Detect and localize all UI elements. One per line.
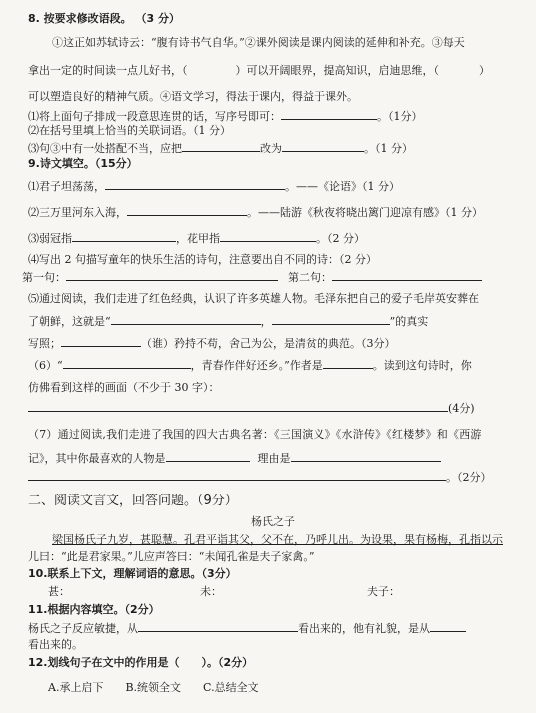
- answer-blank[interactable]: [72, 231, 176, 242]
- q9-item2: ⑵三万里河东入海， 。——陆游《秋夜将晓出篱门迎凉有感》（1 分）: [28, 206, 483, 219]
- answer-blank[interactable]: [430, 621, 466, 632]
- answer-blank[interactable]: [291, 451, 441, 462]
- q9-item5-line3: 写照； （谁）矜持不苟，舍己为公，是清贫的典范。（3分）: [28, 337, 396, 350]
- q8-sub3: ⑶句③中有一处搭配不当，应把 改为 。（1 分）: [28, 142, 413, 155]
- q10-words: 甚： 未： 夫子：: [48, 585, 400, 598]
- q8-paragraph-line1: ①这正如苏轼诗云：“腹有诗书气自华。”②课外阅读是课内阅读的延伸和补充。③每天: [52, 36, 465, 49]
- q8-paragraph-line2: 拿出一定的时间读一点儿好书，（ ）可以开阔眼界，提高知识，启迪思维，（ ）: [28, 64, 490, 77]
- q9-item7-line1: （7）通过阅读,我们走进了我国的四大古典名著：《三国演义》《水浒传》《红楼梦》和《西游: [28, 428, 482, 441]
- q10-title: 10.联系上下文，理解词语的意思。（3分）: [28, 567, 237, 580]
- q9-item5-line1: ⑸通过阅读，我们走进了红色经典，认识了许多英雄人物。毛泽东把自己的爱子毛岸英安葬在: [28, 292, 479, 305]
- answer-blank[interactable]: [138, 621, 298, 632]
- q9-item4-blanks: 第一句： 第二句：: [22, 270, 518, 285]
- q9-item7-line2: 记》，其中你最喜欢的人物是 理由是: [28, 451, 518, 466]
- q9-item7-line3: 。（2分）: [28, 470, 518, 485]
- passage-title: 杨氏之子: [251, 515, 295, 528]
- q11-title: 11.根据内容填空。（2分）: [28, 603, 160, 616]
- answer-blank[interactable]: [332, 270, 482, 281]
- answer-blank[interactable]: [166, 451, 250, 462]
- q9-title: 9.诗文填空。（15分）: [28, 157, 138, 170]
- option-c[interactable]: C.总结全文: [203, 681, 259, 694]
- passage-line1: 梁国杨氏子九岁，甚聪慧。孔君平诣其父，父不在，乃呼儿出。为设果，果有杨梅，孔指以示: [52, 533, 503, 546]
- q12-title: 12.划线句子在文中的作用是（ ）。（2分）: [28, 656, 254, 669]
- answer-blank[interactable]: [182, 141, 260, 152]
- q11-line1: 杨氏之子反应敏捷，从 看出来的，他有礼貌，是从: [28, 621, 518, 636]
- answer-blank[interactable]: [220, 231, 316, 242]
- answer-blank[interactable]: [28, 470, 446, 481]
- section2-title: 二、阅读文言文，回答问题。（9分）: [28, 494, 238, 508]
- answer-blank[interactable]: [282, 141, 364, 152]
- answer-blank[interactable]: [61, 336, 141, 347]
- answer-blank[interactable]: [323, 358, 373, 369]
- q9-item1: ⑴君子坦荡荡， 。——《论语》（1 分）: [28, 180, 400, 193]
- passage-line2: 儿曰：“此是君家果。”儿应声答曰：“未闻孔雀是夫子家禽。”: [28, 550, 315, 563]
- answer-blank[interactable]: [281, 109, 377, 120]
- q9-item6-line3: (4分): [28, 401, 518, 416]
- q11-line2: 看出来的。: [28, 638, 83, 651]
- answer-blank[interactable]: [272, 314, 390, 325]
- option-a[interactable]: A.承上启下: [48, 681, 104, 694]
- option-b[interactable]: B.统领全文: [125, 681, 182, 694]
- answer-blank[interactable]: [28, 401, 448, 412]
- answer-blank[interactable]: [111, 314, 261, 325]
- q8-title: 8. 按要求修改语段。 （3 分）: [28, 12, 180, 25]
- q9-item6-line1: （6）“ ，青春作伴好还乡。”作者是 。读到这句诗时，你: [28, 359, 472, 372]
- q9-item4: ⑷写出 2 句描写童年的快乐生活的诗句，注意要出自不同的诗：（2 分）: [28, 253, 377, 266]
- answer-blank[interactable]: [66, 270, 278, 281]
- q8-sub1: ⑴将上面句子排成一段意思连贯的话，写序号即可： 。（1分）: [28, 110, 423, 123]
- q8-sub2: ⑵在括号里填上恰当的关联词语。（1 分）: [28, 124, 231, 137]
- answer-blank[interactable]: [127, 205, 247, 216]
- q12-options: [28, 681, 518, 695]
- answer-blank[interactable]: [105, 179, 285, 190]
- q9-item6-line2: 仿佛看到这样的画面（不少于 30 字）：: [28, 381, 220, 394]
- q8-paragraph-line3: 可以塑造良好的精神气质。④语文学习，得法于课内，得益于课外。: [28, 90, 358, 103]
- answer-blank[interactable]: [63, 358, 191, 369]
- q9-item3: ⑶弱冠指 ，花甲指 。（2 分）: [28, 232, 365, 245]
- q9-item5-line2: 了朝鲜，这就是“ ， ”的真实: [28, 315, 429, 328]
